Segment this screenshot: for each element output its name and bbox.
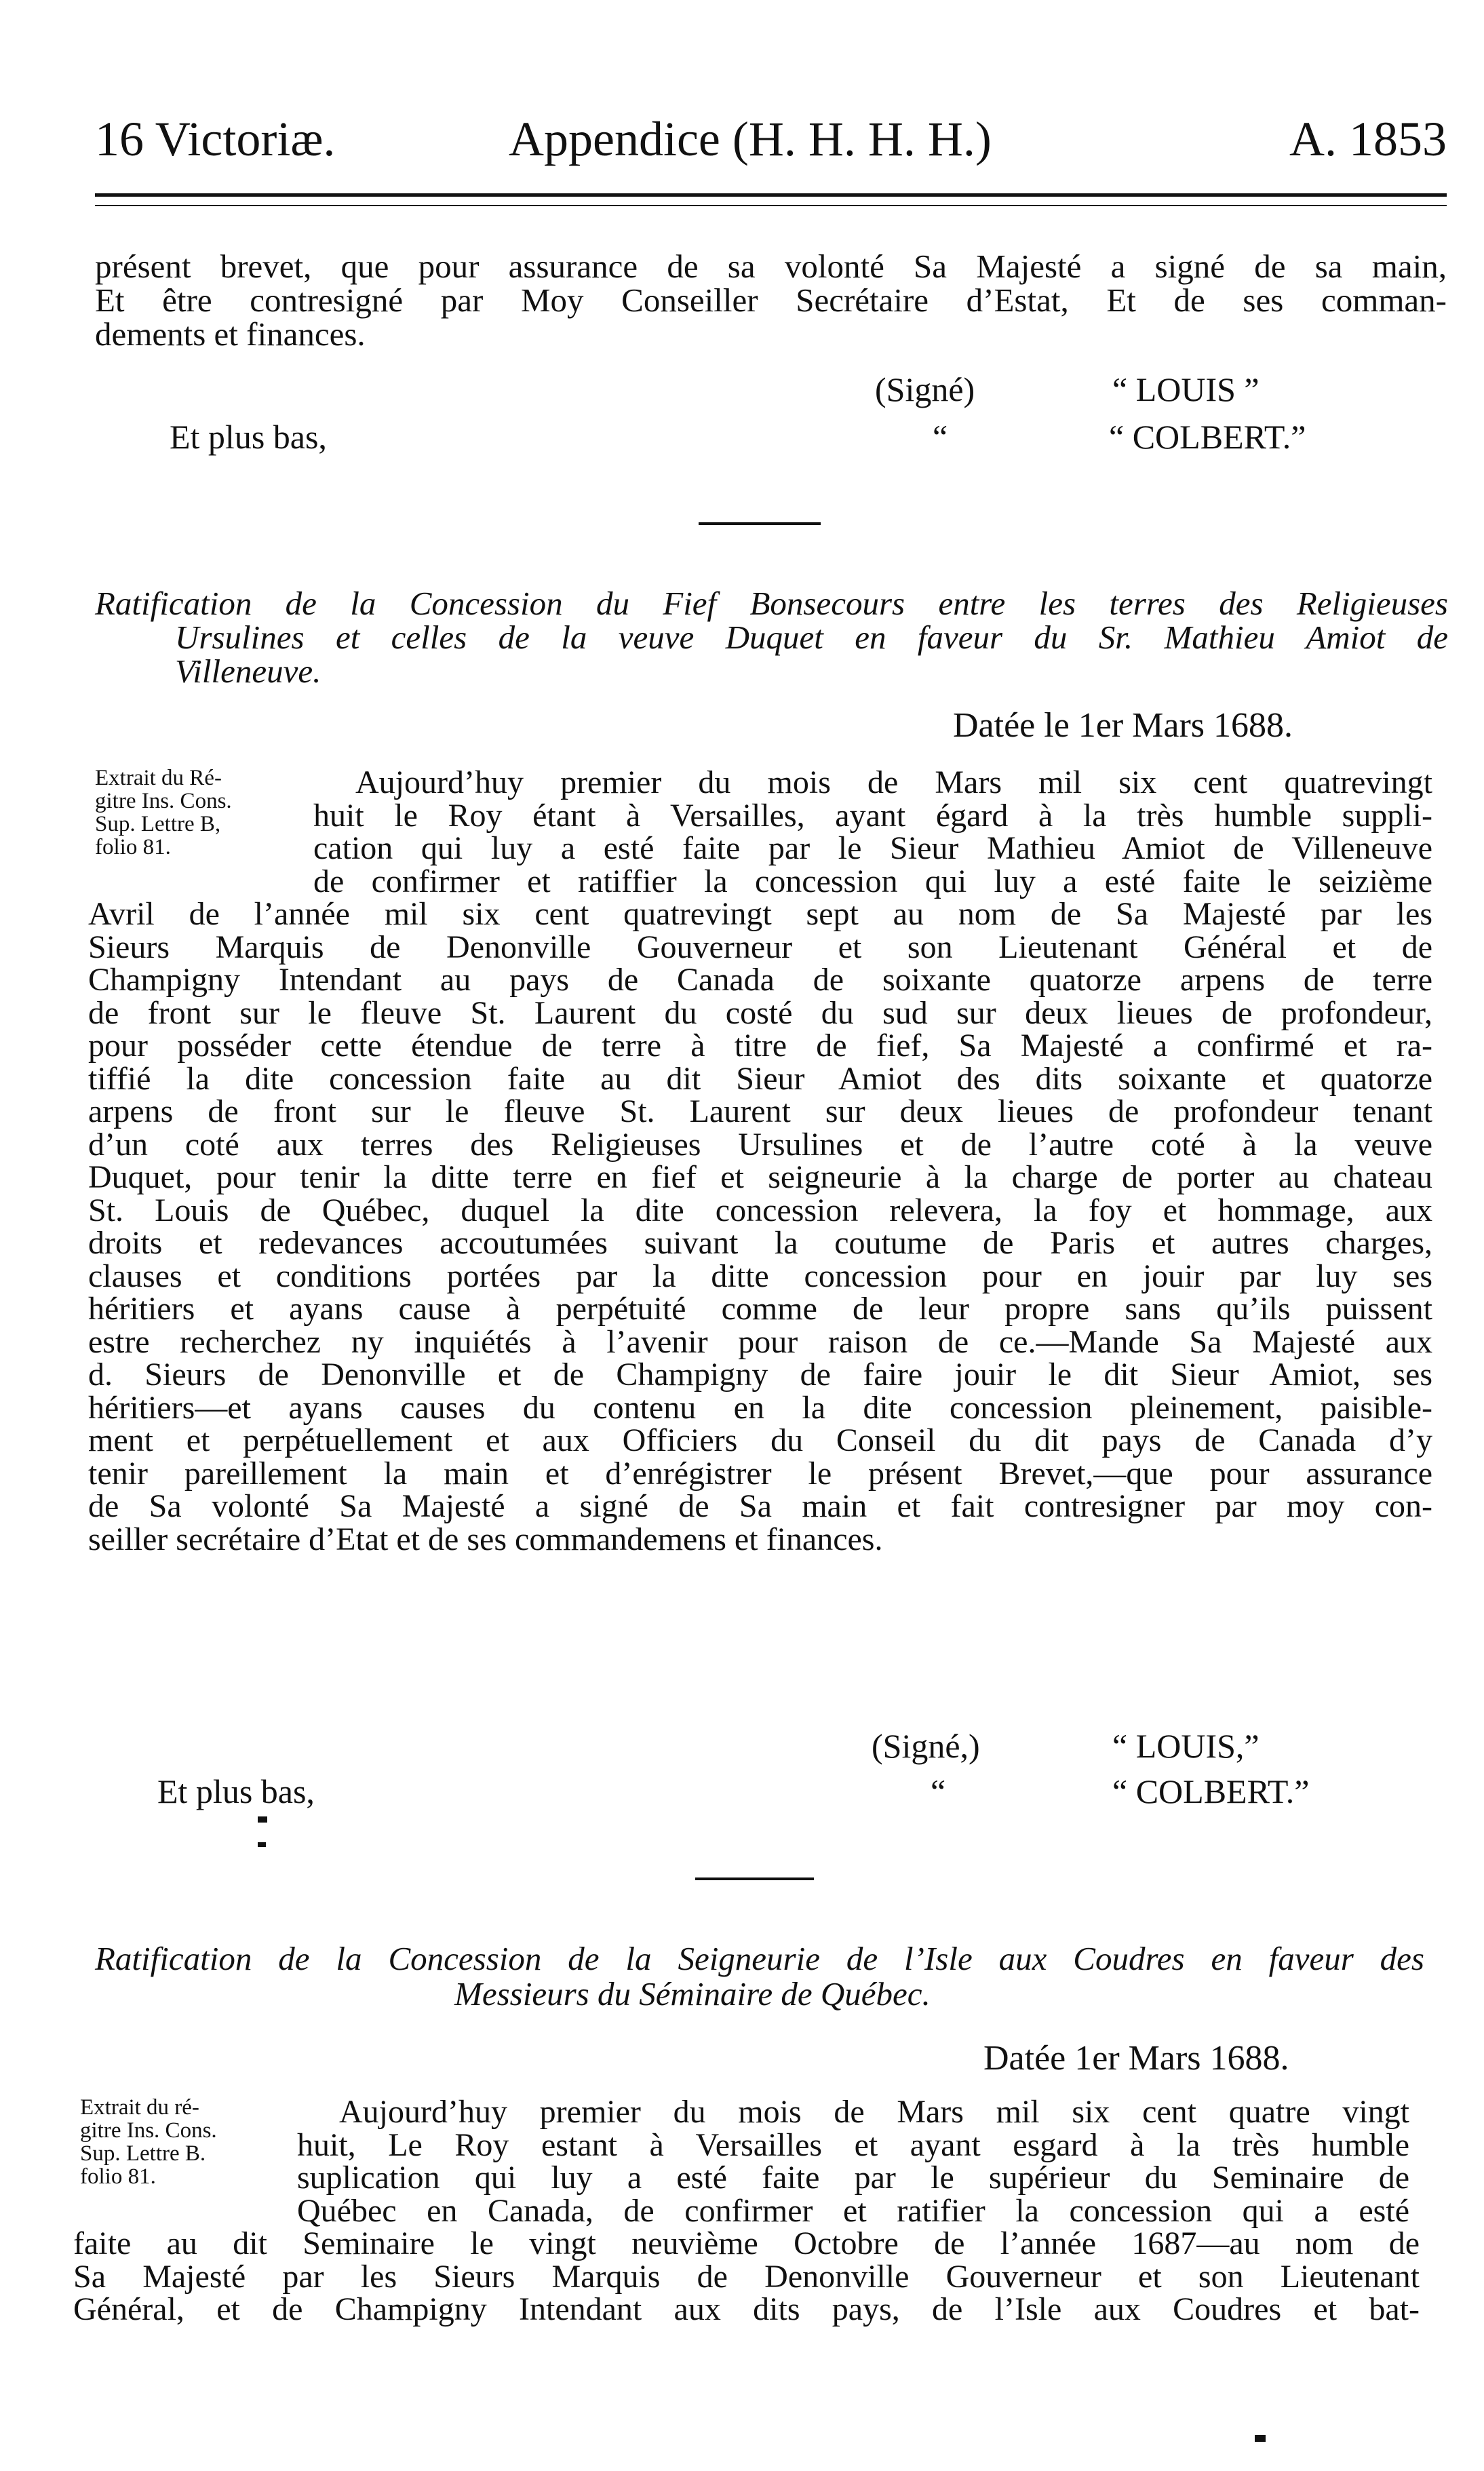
title-line: Ratification de la Concession de la Seigneurie de l’Isle aux Coudres en faveur des [95, 1940, 1424, 1977]
text-line: seiller secrétaire d’Etat et de ses commandemens et finances. [88, 1521, 883, 1557]
signer-louis: “ LOUIS ” [1112, 370, 1260, 408]
text-line: huit le Roy étant à Versailles, ayant égard à la très humble suppli- [313, 797, 1432, 834]
text-line: faite au dit Seminaire le vingt neuvième Octobre de l’année 1687—au nom de [73, 2225, 1420, 2261]
margin-line: gitre Ins. Cons. [95, 789, 232, 813]
section-1-title [95, 587, 1448, 688]
signer-louis: “ LOUIS,” [1112, 1727, 1260, 1765]
text-line: tiffié la dite concession faite au dit Sieur Amiot des dits soixante et quatorze [88, 1060, 1432, 1097]
margin-line: gitre Ins. Cons. [80, 2118, 217, 2143]
text-line: de front sur le fleuve St. Laurent du costé du sud sur deux lieues de profondeur, [88, 994, 1432, 1031]
text-line: pour posséder cette étendue de terre à titre de fief, Sa Majesté a confirmé et ra- [88, 1028, 1432, 1064]
title-line: Villeneuve. [175, 653, 321, 690]
margin-line: Extrait du Ré- [95, 766, 222, 790]
margin-line: folio 81. [80, 2164, 156, 2189]
text-line: St. Louis de Québec, duquel la dite concession relevera, la foy et hommage, aux [88, 1192, 1432, 1228]
title-line: Messieurs du Séminaire de Québec. [454, 1975, 931, 2012]
text-line: héritiers—et ayans causes du contenu en la dite concession pleinement, paisible- [88, 1389, 1432, 1426]
text-line: Aujourd’huy premier du mois de Mars mil six cent quatre vingt [339, 2094, 1409, 2130]
text-line: Général, et de Champigny Intendant aux dits pays, de l’Isle aux Coudres et bat- [73, 2291, 1420, 2327]
section-1-body [88, 898, 1432, 1556]
text-line: Et être contresigné par Moy Conseiller Secrétaire d’Estat, Et de ses comman- [95, 281, 1447, 319]
text-line: ment et perpétuellement et aux Officiers du Conseil du dit pays de Canada d’y [88, 1422, 1432, 1458]
title-line: Ratification de la Concession du Fief Bonsecours entre les terres des Religieuses [95, 585, 1448, 622]
header-appendix: Appendice (H. H. H. H.) [509, 112, 992, 166]
margin-line: Extrait du ré- [80, 2095, 199, 2120]
signer-colbert: “ COLBERT.” [1112, 1772, 1310, 1810]
text-line: droits et redevances accoutumées suivant la coutume de Paris et autres charges, [88, 1225, 1432, 1261]
text-line: Duquet, pour tenir la ditte terre en fief et seigneurie à la charge de porter au chateau [88, 1159, 1432, 1195]
section-2-title [95, 1941, 1424, 2012]
plus-bas-label: Et plus bas, [157, 1772, 315, 1810]
section-1-margin-note [95, 766, 232, 859]
section-2-margin-note [80, 2096, 217, 2188]
section-2-indented-text [297, 2096, 1409, 2227]
plus-bas-label: Et plus bas, [170, 418, 327, 456]
page-header [95, 109, 1447, 170]
section-1-date: Datée le 1er Mars 1688. [953, 706, 1293, 745]
title-line: Ursulines et celles de la veuve Duquet en faveur du Sr. Mathieu Amiot de [175, 619, 1448, 656]
text-line: de confirmer et ratiffier la concession qui luy a esté faite le seizième [313, 863, 1432, 899]
header-session: 16 Victoriæ. [95, 112, 336, 166]
ditto-mark: “ [931, 1772, 946, 1810]
section-2-body [73, 2227, 1420, 2327]
signed-label: (Signé,) [872, 1727, 980, 1765]
text-line: huit, Le Roy estant à Versailles et ayant esgard à la très humble [297, 2126, 1409, 2163]
text-line: Sa Majesté par les Sieurs Marquis de Denonville Gouverneur et son Lieutenant [73, 2258, 1420, 2295]
header-year: A. 1853 [1289, 112, 1447, 166]
text-line: d. Sieurs de Denonville et de Champigny de faire jouir le dit Sieur Amiot, ses [88, 1357, 1432, 1393]
section-divider [699, 522, 821, 525]
text-line: Champigny Intendant au pays de Canada de soixante quatorze arpens de terre [88, 962, 1432, 998]
text-line: Sieurs Marquis de Denonville Gouverneur et son Lieutenant Général et de [88, 929, 1432, 965]
text-line: Avril de l’année mil six cent quatrevingt sept au nom de Sa Majesté par les [88, 896, 1432, 932]
header-rule [95, 193, 1447, 206]
text-line: présent brevet, que pour assurance de sa volonté Sa Majesté a signé de sa main, [95, 248, 1447, 285]
margin-line: Sup. Lettre B, [95, 812, 221, 836]
text-line: clauses et conditions portées par la ditte concession pour en jouir par luy ses [88, 1258, 1432, 1294]
text-line: Québec en Canada, de confirmer et ratifier la concession qui a esté [297, 2192, 1409, 2229]
margin-line: Sup. Lettre B. [80, 2141, 206, 2166]
signer-colbert: “ COLBERT.” [1109, 418, 1306, 456]
text-line: héritiers et ayans cause à perpétuité comme de leur propre sans qu’ils puissent [88, 1291, 1432, 1327]
section-1-indented-text [313, 766, 1432, 898]
text-line: suplication qui luy a esté faite par le supérieur du Seminaire de [297, 2160, 1409, 2196]
ink-speck [258, 1816, 267, 1823]
text-line: tenir pareillement la main et d’enrégistrer le présent Brevet,—que pour assurance [88, 1455, 1432, 1492]
continued-text [95, 250, 1447, 351]
text-line: d’un coté aux terres des Religieuses Ursulines et de l’autre coté à la veuve [88, 1126, 1432, 1163]
ink-speck [258, 1842, 266, 1847]
text-line: dements et finances. [95, 315, 366, 353]
section-2-date: Datée 1er Mars 1688. [983, 2039, 1289, 2078]
signed-label: (Signé) [875, 370, 975, 408]
text-line: arpens de front sur le fleuve St. Laurent sur deux lieues de profondeur tenant [88, 1093, 1432, 1129]
ink-speck [1255, 2435, 1266, 2442]
text-line: Aujourd’huy premier du mois de Mars mil six cent quatrevingt [355, 764, 1432, 800]
text-line: cation qui luy a esté faite par le Sieur Mathieu Amiot de Villeneuve [313, 830, 1432, 866]
text-line: estre recherchez ny inquiétés à l’avenir pour raison de ce.—Mande Sa Majesté aux [88, 1323, 1432, 1360]
margin-line: folio 81. [95, 835, 171, 859]
section-divider [695, 1877, 814, 1880]
ditto-mark: “ [933, 418, 948, 456]
text-line: de Sa volonté Sa Majesté a signé de Sa main et fait contresigner par moy con- [88, 1488, 1432, 1524]
